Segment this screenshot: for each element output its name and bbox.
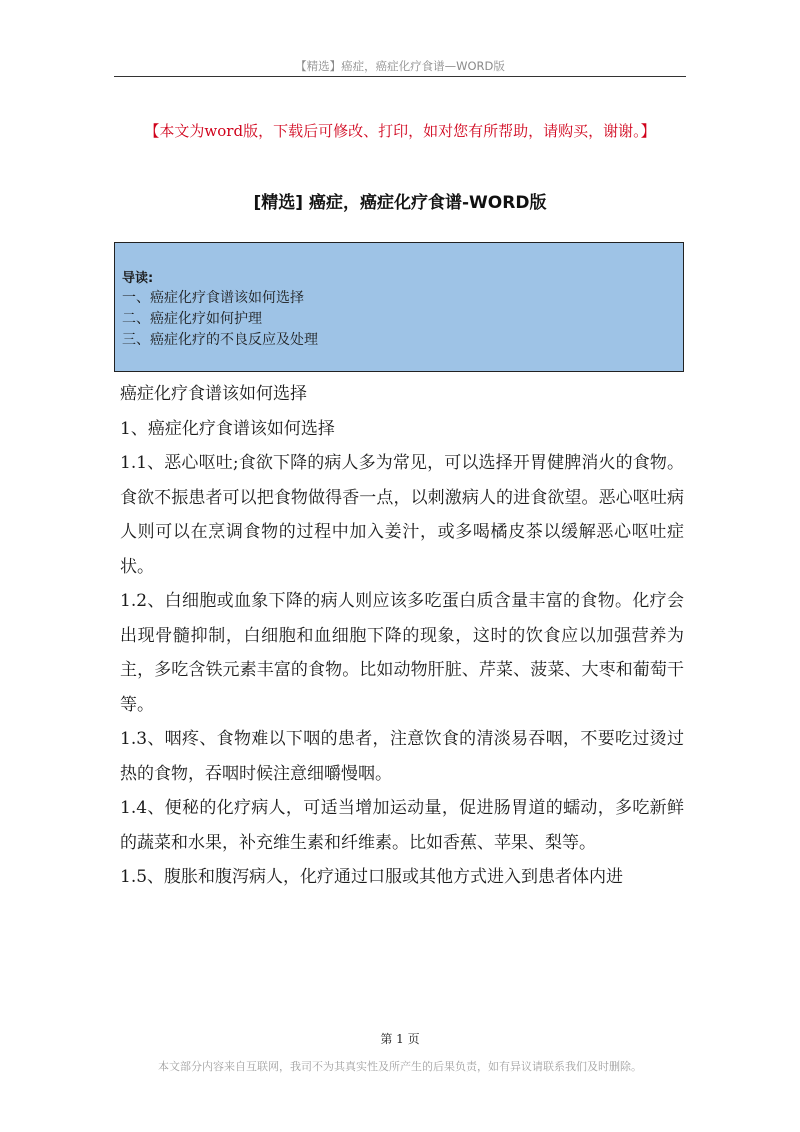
header-divider xyxy=(114,76,686,77)
subsection-heading: 1、癌症化疗食谱该如何选择 xyxy=(120,418,335,439)
reading-guide-heading: 导读: xyxy=(122,271,154,286)
body-paragraph: 1.5、腹胀和腹泻病人，化疗通过口服或其他方式进入到患者体内进 xyxy=(120,867,624,887)
footer-disclaimer: 本文部分内容来自互联网，我司不为其真实性及所产生的后果负责，如有异议请联系我们及时删除。 xyxy=(158,1060,642,1073)
reading-guide-item: 三、癌症化疗的不良反应及处理 xyxy=(122,332,318,348)
running-header: 【精选】癌症，癌症化疗食谱—WORD版 xyxy=(295,59,505,73)
document-title: [精选] 癌症，癌症化疗食谱-WORD版 xyxy=(253,193,547,213)
body-paragraph: 1.4、便秘的化疗病人，可适当增加运动量，促进肠胃道的蠕动，多吃新鲜的蔬菜和水果，补充维生素和纤维素。比如香蕉、苹果、梨等。 xyxy=(120,798,684,853)
reading-guide-item: 二、癌症化疗如何护理 xyxy=(122,311,262,327)
section-heading: 癌症化疗食谱该如何选择 xyxy=(120,384,307,404)
body-paragraph: 1.1、恶心呕吐;食欲下降的病人多为常见，可以选择开胃健脾消火的食物。食欲不振患者可以把食物做得香一点，以刺激病人的进食欲望。恶心呕吐病人则可以在烹调食物的过程中加入姜汁，或多喝橘皮茶以缓解恶心呕吐症状。 xyxy=(120,453,684,577)
document-body xyxy=(120,377,684,895)
reading-guide-item: 一、癌症化疗食谱该如何选择 xyxy=(122,290,304,306)
reading-guide-box xyxy=(114,242,684,372)
reading-guide-list xyxy=(122,288,318,351)
page-number: 第 1 页 xyxy=(380,1032,420,1046)
download-notice: 【本文为word版，下载后可修改、打印，如对您有所帮助，请购买，谢谢。】 xyxy=(144,122,656,140)
body-paragraph: 1.2、白细胞或血象下降的病人则应该多吃蛋白质含量丰富的食物。化疗会出现骨髓抑制，白细胞和血细胞下降的现象，这时的饮食应以加强营养为主，多吃含铁元素丰富的食物。比如动物肝脏、芹菜、菠菜、大枣和葡萄干等。 xyxy=(120,591,684,715)
body-paragraph: 1.3、咽疼、食物难以下咽的患者，注意饮食的清淡易吞咽，不要吃过烫过热的食物，吞咽时候注意细嚼慢咽。 xyxy=(120,729,684,784)
